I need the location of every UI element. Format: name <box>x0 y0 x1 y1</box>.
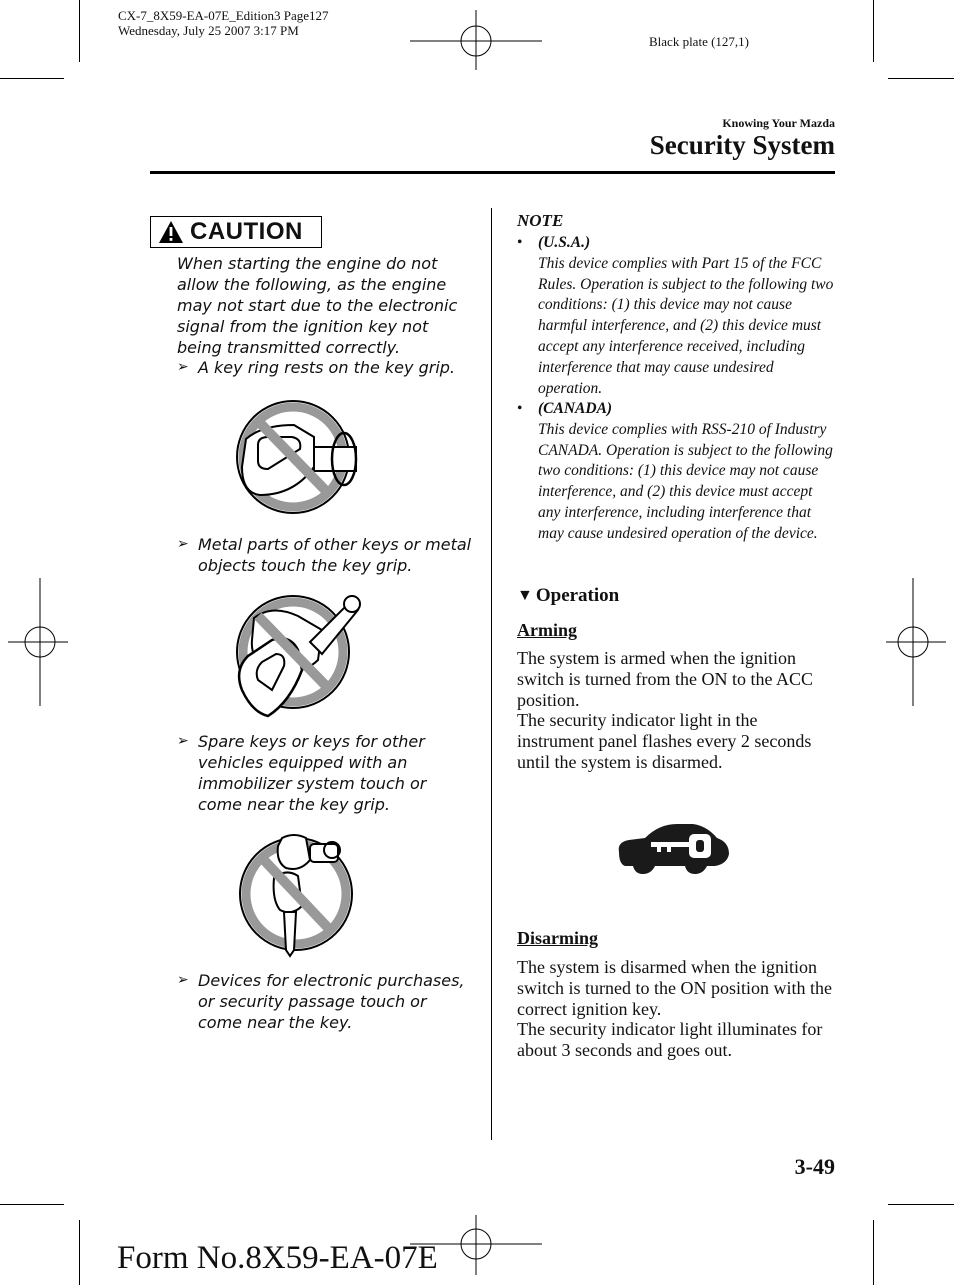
disarming-text: The system is disarmed when the ignition switch is turned to the ON position with the correct ignition key. <box>517 957 832 1019</box>
registration-mark <box>410 10 542 70</box>
registration-mark <box>8 578 68 706</box>
header-rule <box>150 171 835 174</box>
security-indicator-car-key-icon <box>615 820 731 876</box>
column-divider <box>491 208 492 1140</box>
arming-text: The system is armed when the ignition switch is turned from the ON to the ACC position. <box>517 648 813 710</box>
caution-label: CAUTION <box>190 218 303 245</box>
note-item: • (CANADA) This device complies with RSS-210 of Industry CANADA. Operation is subject to the following two conditions: (1) this device may not cause interference, and (2) this device must accept any interference, including interference that may cause undesired operation of the device. <box>517 400 833 542</box>
caution-box <box>150 216 322 248</box>
key-ring-prohibited-icon <box>232 397 362 519</box>
caution-item: ➢ Metal parts of other keys or metal objects touch the key grip. <box>177 535 472 575</box>
note-item: • (U.S.A.) This device complies with Part 15 of the FCC Rules. Operation is subject to the following two conditions: (1) this device may not cause harmful interference, and (2) this device must accept any interference received, including interference that may cause undesired operation. <box>517 234 834 397</box>
page-number: 3-49 <box>794 1154 835 1179</box>
file-info: CX-7_8X59-EA-07E_Edition3 Page127 <box>118 8 329 23</box>
arrow-bullet-icon: ➢ <box>177 536 189 552</box>
caution-item: ➢ Devices for electronic purchases, or security passage touch or come near the key. <box>177 971 465 1032</box>
crop-mark <box>888 1204 954 1205</box>
arrow-bullet-icon: ➢ <box>177 733 189 749</box>
note-heading: NOTE <box>517 211 564 230</box>
disarming-text: The security indicator light illuminates for about 3 seconds and goes out. <box>517 1019 823 1060</box>
section-subtitle: Knowing Your Mazda <box>722 116 835 130</box>
timestamp: Wednesday, July 25 2007 3:17 PM <box>118 23 299 38</box>
arrow-bullet-icon: ➢ <box>177 359 189 375</box>
caution-item: ➢ Spare keys or keys for other vehicles equipped with an immobilizer system touch or come near the key grip. <box>177 732 427 814</box>
crop-mark <box>873 1220 874 1285</box>
crop-mark <box>873 0 874 62</box>
spare-keys-prohibited-icon <box>234 832 360 958</box>
form-number: Form No.8X59-EA-07E <box>117 1240 438 1276</box>
disarming-heading: Disarming <box>517 928 598 948</box>
crop-mark <box>0 1204 64 1205</box>
caution-item: ➢ A key ring rests on the key grip. <box>177 358 455 377</box>
page-title: Security System <box>649 130 835 160</box>
warning-icon <box>158 220 184 244</box>
caution-intro: When starting the engine do not allow the following, as the engine may not start due to the electronic signal from the ignition key not being transmitted correctly. <box>177 254 458 357</box>
print-meta <box>118 8 329 38</box>
arming-heading: Arming <box>517 620 577 640</box>
operation-heading: ▼ Operation <box>517 585 620 606</box>
bullet-icon: • <box>517 400 523 417</box>
triangle-down-icon: ▼ <box>517 587 533 604</box>
metal-keys-prohibited-icon <box>232 590 362 720</box>
registration-mark <box>886 578 946 706</box>
crop-mark <box>888 78 954 79</box>
arming-text: The security indicator light in the instrument panel flashes every 2 seconds until the system is disarmed. <box>517 710 812 772</box>
crop-mark <box>79 0 80 62</box>
crop-mark <box>0 78 64 79</box>
bullet-icon: • <box>517 234 523 251</box>
arrow-bullet-icon: ➢ <box>177 972 189 988</box>
crop-mark <box>79 1220 80 1285</box>
plate-info: Black plate (127,1) <box>649 34 749 49</box>
